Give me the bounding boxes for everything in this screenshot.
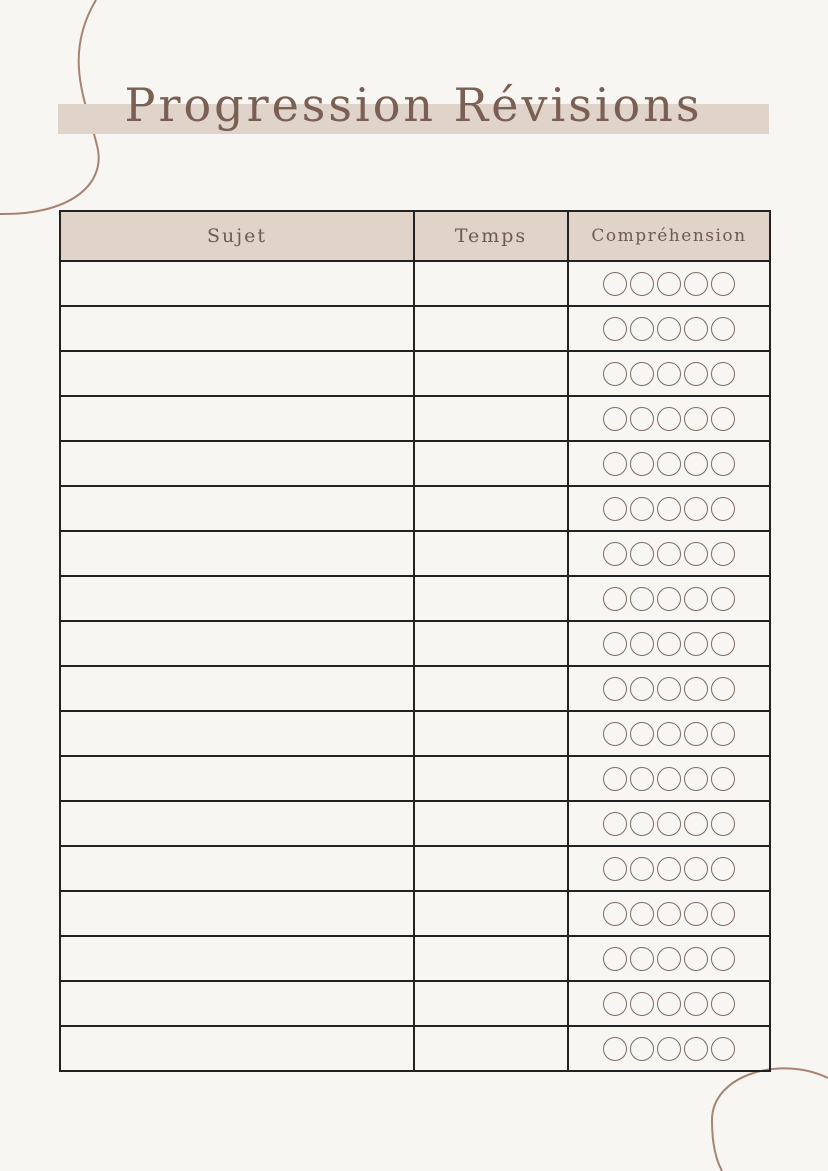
rating-circle[interactable] <box>630 767 654 791</box>
subject-cell[interactable] <box>60 531 414 576</box>
rating-circle[interactable] <box>711 497 735 521</box>
rating-circle[interactable] <box>711 902 735 926</box>
understanding-cell <box>568 891 770 936</box>
rating-circle[interactable] <box>630 947 654 971</box>
header-subject: Sujet <box>60 211 414 261</box>
rating-circle[interactable] <box>684 857 708 881</box>
rating-circle[interactable] <box>603 632 627 656</box>
time-cell[interactable] <box>414 846 568 891</box>
understanding-cell <box>568 801 770 846</box>
rating-circle[interactable] <box>657 857 681 881</box>
rating-circle[interactable] <box>603 722 627 746</box>
rating-circles <box>569 982 769 1025</box>
table-row <box>60 801 770 846</box>
rating-circles <box>569 622 769 665</box>
time-cell[interactable] <box>414 891 568 936</box>
rating-circles <box>569 487 769 530</box>
rating-circle[interactable] <box>684 407 708 431</box>
table-row <box>60 981 770 1026</box>
subject-cell[interactable] <box>60 711 414 756</box>
understanding-cell <box>568 936 770 981</box>
rating-circle[interactable] <box>630 542 654 566</box>
rating-circle[interactable] <box>603 677 627 701</box>
rating-circle[interactable] <box>684 947 708 971</box>
subject-cell[interactable] <box>60 351 414 396</box>
rating-circle[interactable] <box>684 902 708 926</box>
subject-cell[interactable] <box>60 486 414 531</box>
rating-circles <box>569 847 769 890</box>
subject-cell[interactable] <box>60 261 414 306</box>
table-row <box>60 1026 770 1071</box>
table-row <box>60 576 770 621</box>
understanding-cell <box>568 351 770 396</box>
rating-circles <box>569 757 769 800</box>
rating-circle[interactable] <box>657 317 681 341</box>
time-cell[interactable] <box>414 531 568 576</box>
rating-circle[interactable] <box>657 902 681 926</box>
table-row <box>60 351 770 396</box>
rating-circles <box>569 577 769 620</box>
time-cell[interactable] <box>414 306 568 351</box>
rating-circle[interactable] <box>711 542 735 566</box>
rating-circle[interactable] <box>684 452 708 476</box>
rating-circle[interactable] <box>711 947 735 971</box>
revision-tracker-table <box>59 210 771 1072</box>
rating-circle[interactable] <box>603 362 627 386</box>
rating-circle[interactable] <box>684 317 708 341</box>
rating-circle[interactable] <box>711 812 735 836</box>
rating-circle[interactable] <box>684 587 708 611</box>
rating-circle[interactable] <box>684 677 708 701</box>
subject-cell[interactable] <box>60 396 414 441</box>
time-cell[interactable] <box>414 936 568 981</box>
rating-circle[interactable] <box>711 362 735 386</box>
rating-circle[interactable] <box>630 317 654 341</box>
rating-circle[interactable] <box>657 542 681 566</box>
rating-circle[interactable] <box>711 587 735 611</box>
understanding-cell <box>568 711 770 756</box>
rating-circle[interactable] <box>684 812 708 836</box>
bottom-right-curve <box>712 1068 828 1171</box>
subject-cell[interactable] <box>60 846 414 891</box>
rating-circle[interactable] <box>603 992 627 1016</box>
rating-circle[interactable] <box>603 497 627 521</box>
rating-circle[interactable] <box>711 857 735 881</box>
subject-cell[interactable] <box>60 756 414 801</box>
understanding-cell <box>568 1026 770 1071</box>
time-cell[interactable] <box>414 711 568 756</box>
rating-circle[interactable] <box>603 902 627 926</box>
time-cell[interactable] <box>414 621 568 666</box>
rating-circle[interactable] <box>630 677 654 701</box>
understanding-cell <box>568 531 770 576</box>
rating-circles <box>569 307 769 350</box>
subject-cell[interactable] <box>60 666 414 711</box>
understanding-cell <box>568 576 770 621</box>
understanding-cell <box>568 666 770 711</box>
rating-circle[interactable] <box>711 632 735 656</box>
rating-circle[interactable] <box>711 272 735 296</box>
rating-circle[interactable] <box>684 497 708 521</box>
table-row <box>60 306 770 351</box>
rating-circle[interactable] <box>603 317 627 341</box>
rating-circle[interactable] <box>603 452 627 476</box>
table-row <box>60 261 770 306</box>
header-time: Temps <box>414 211 568 261</box>
rating-circle[interactable] <box>711 992 735 1016</box>
understanding-cell <box>568 621 770 666</box>
rating-circle[interactable] <box>630 857 654 881</box>
table-header-row <box>60 211 770 261</box>
rating-circle[interactable] <box>630 992 654 1016</box>
rating-circles <box>569 442 769 485</box>
rating-circle[interactable] <box>603 812 627 836</box>
rating-circle[interactable] <box>657 452 681 476</box>
rating-circle[interactable] <box>657 407 681 431</box>
time-cell[interactable] <box>414 351 568 396</box>
rating-circle[interactable] <box>711 317 735 341</box>
rating-circle[interactable] <box>630 452 654 476</box>
rating-circles <box>569 937 769 980</box>
rating-circle[interactable] <box>657 947 681 971</box>
rating-circle[interactable] <box>630 497 654 521</box>
rating-circle[interactable] <box>603 542 627 566</box>
rating-circle[interactable] <box>684 722 708 746</box>
time-cell[interactable] <box>414 981 568 1026</box>
page-title: Progression Révisions <box>124 78 703 132</box>
rating-circle[interactable] <box>603 947 627 971</box>
rating-circle[interactable] <box>711 1037 735 1061</box>
time-cell[interactable] <box>414 756 568 801</box>
rating-circle[interactable] <box>630 362 654 386</box>
rating-circle[interactable] <box>711 722 735 746</box>
subject-cell[interactable] <box>60 936 414 981</box>
rating-circles <box>569 352 769 395</box>
rating-circle[interactable] <box>630 902 654 926</box>
rating-circle[interactable] <box>603 587 627 611</box>
rating-circle[interactable] <box>657 992 681 1016</box>
understanding-cell <box>568 981 770 1026</box>
understanding-cell <box>568 756 770 801</box>
rating-circles <box>569 397 769 440</box>
table-row <box>60 486 770 531</box>
rating-circles <box>569 892 769 935</box>
rating-circle[interactable] <box>630 812 654 836</box>
subject-cell[interactable] <box>60 1026 414 1071</box>
rating-circles <box>569 667 769 710</box>
time-cell[interactable] <box>414 801 568 846</box>
rating-circle[interactable] <box>657 812 681 836</box>
header-understanding: Compréhension <box>568 211 770 261</box>
time-cell[interactable] <box>414 486 568 531</box>
time-cell[interactable] <box>414 441 568 486</box>
rating-circle[interactable] <box>630 632 654 656</box>
table-row <box>60 891 770 936</box>
rating-circles <box>569 1027 769 1070</box>
rating-circle[interactable] <box>630 407 654 431</box>
table-row <box>60 936 770 981</box>
rating-circle[interactable] <box>684 362 708 386</box>
rating-circle[interactable] <box>630 587 654 611</box>
table-row <box>60 666 770 711</box>
rating-circle[interactable] <box>684 632 708 656</box>
rating-circle[interactable] <box>603 767 627 791</box>
rating-circle[interactable] <box>711 767 735 791</box>
rating-circle[interactable] <box>603 272 627 296</box>
rating-circle[interactable] <box>657 767 681 791</box>
time-cell[interactable] <box>414 1026 568 1071</box>
table-row <box>60 621 770 666</box>
rating-circle[interactable] <box>657 587 681 611</box>
rating-circle[interactable] <box>630 272 654 296</box>
rating-circle[interactable] <box>657 1037 681 1061</box>
rating-circle[interactable] <box>657 497 681 521</box>
rating-circle[interactable] <box>630 722 654 746</box>
rating-circle[interactable] <box>711 452 735 476</box>
time-cell[interactable] <box>414 261 568 306</box>
table-row <box>60 711 770 756</box>
subject-cell[interactable] <box>60 576 414 621</box>
subject-cell[interactable] <box>60 306 414 351</box>
rating-circle[interactable] <box>711 407 735 431</box>
rating-circle[interactable] <box>657 632 681 656</box>
table-row <box>60 846 770 891</box>
understanding-cell <box>568 486 770 531</box>
table-row <box>60 756 770 801</box>
subject-cell[interactable] <box>60 801 414 846</box>
understanding-cell <box>568 441 770 486</box>
subject-cell[interactable] <box>60 891 414 936</box>
rating-circle[interactable] <box>630 1037 654 1061</box>
understanding-cell <box>568 261 770 306</box>
rating-circle[interactable] <box>711 677 735 701</box>
rating-circle[interactable] <box>684 272 708 296</box>
rating-circle[interactable] <box>684 992 708 1016</box>
rating-circle[interactable] <box>603 857 627 881</box>
rating-circle[interactable] <box>603 1037 627 1061</box>
rating-circle[interactable] <box>603 407 627 431</box>
time-cell[interactable] <box>414 396 568 441</box>
rating-circle[interactable] <box>657 677 681 701</box>
rating-circle[interactable] <box>657 272 681 296</box>
rating-circles <box>569 532 769 575</box>
table-row <box>60 396 770 441</box>
table-body <box>60 261 770 1071</box>
subject-cell[interactable] <box>60 621 414 666</box>
understanding-cell <box>568 396 770 441</box>
rating-circle[interactable] <box>657 722 681 746</box>
time-cell[interactable] <box>414 576 568 621</box>
table-row <box>60 441 770 486</box>
rating-circle[interactable] <box>657 362 681 386</box>
understanding-cell <box>568 846 770 891</box>
understanding-cell <box>568 306 770 351</box>
subject-cell[interactable] <box>60 981 414 1026</box>
rating-circles <box>569 802 769 845</box>
table-row <box>60 531 770 576</box>
rating-circles <box>569 262 769 305</box>
rating-circle[interactable] <box>684 1037 708 1061</box>
rating-circle[interactable] <box>684 542 708 566</box>
subject-cell[interactable] <box>60 441 414 486</box>
time-cell[interactable] <box>414 666 568 711</box>
rating-circles <box>569 712 769 755</box>
rating-circle[interactable] <box>684 767 708 791</box>
